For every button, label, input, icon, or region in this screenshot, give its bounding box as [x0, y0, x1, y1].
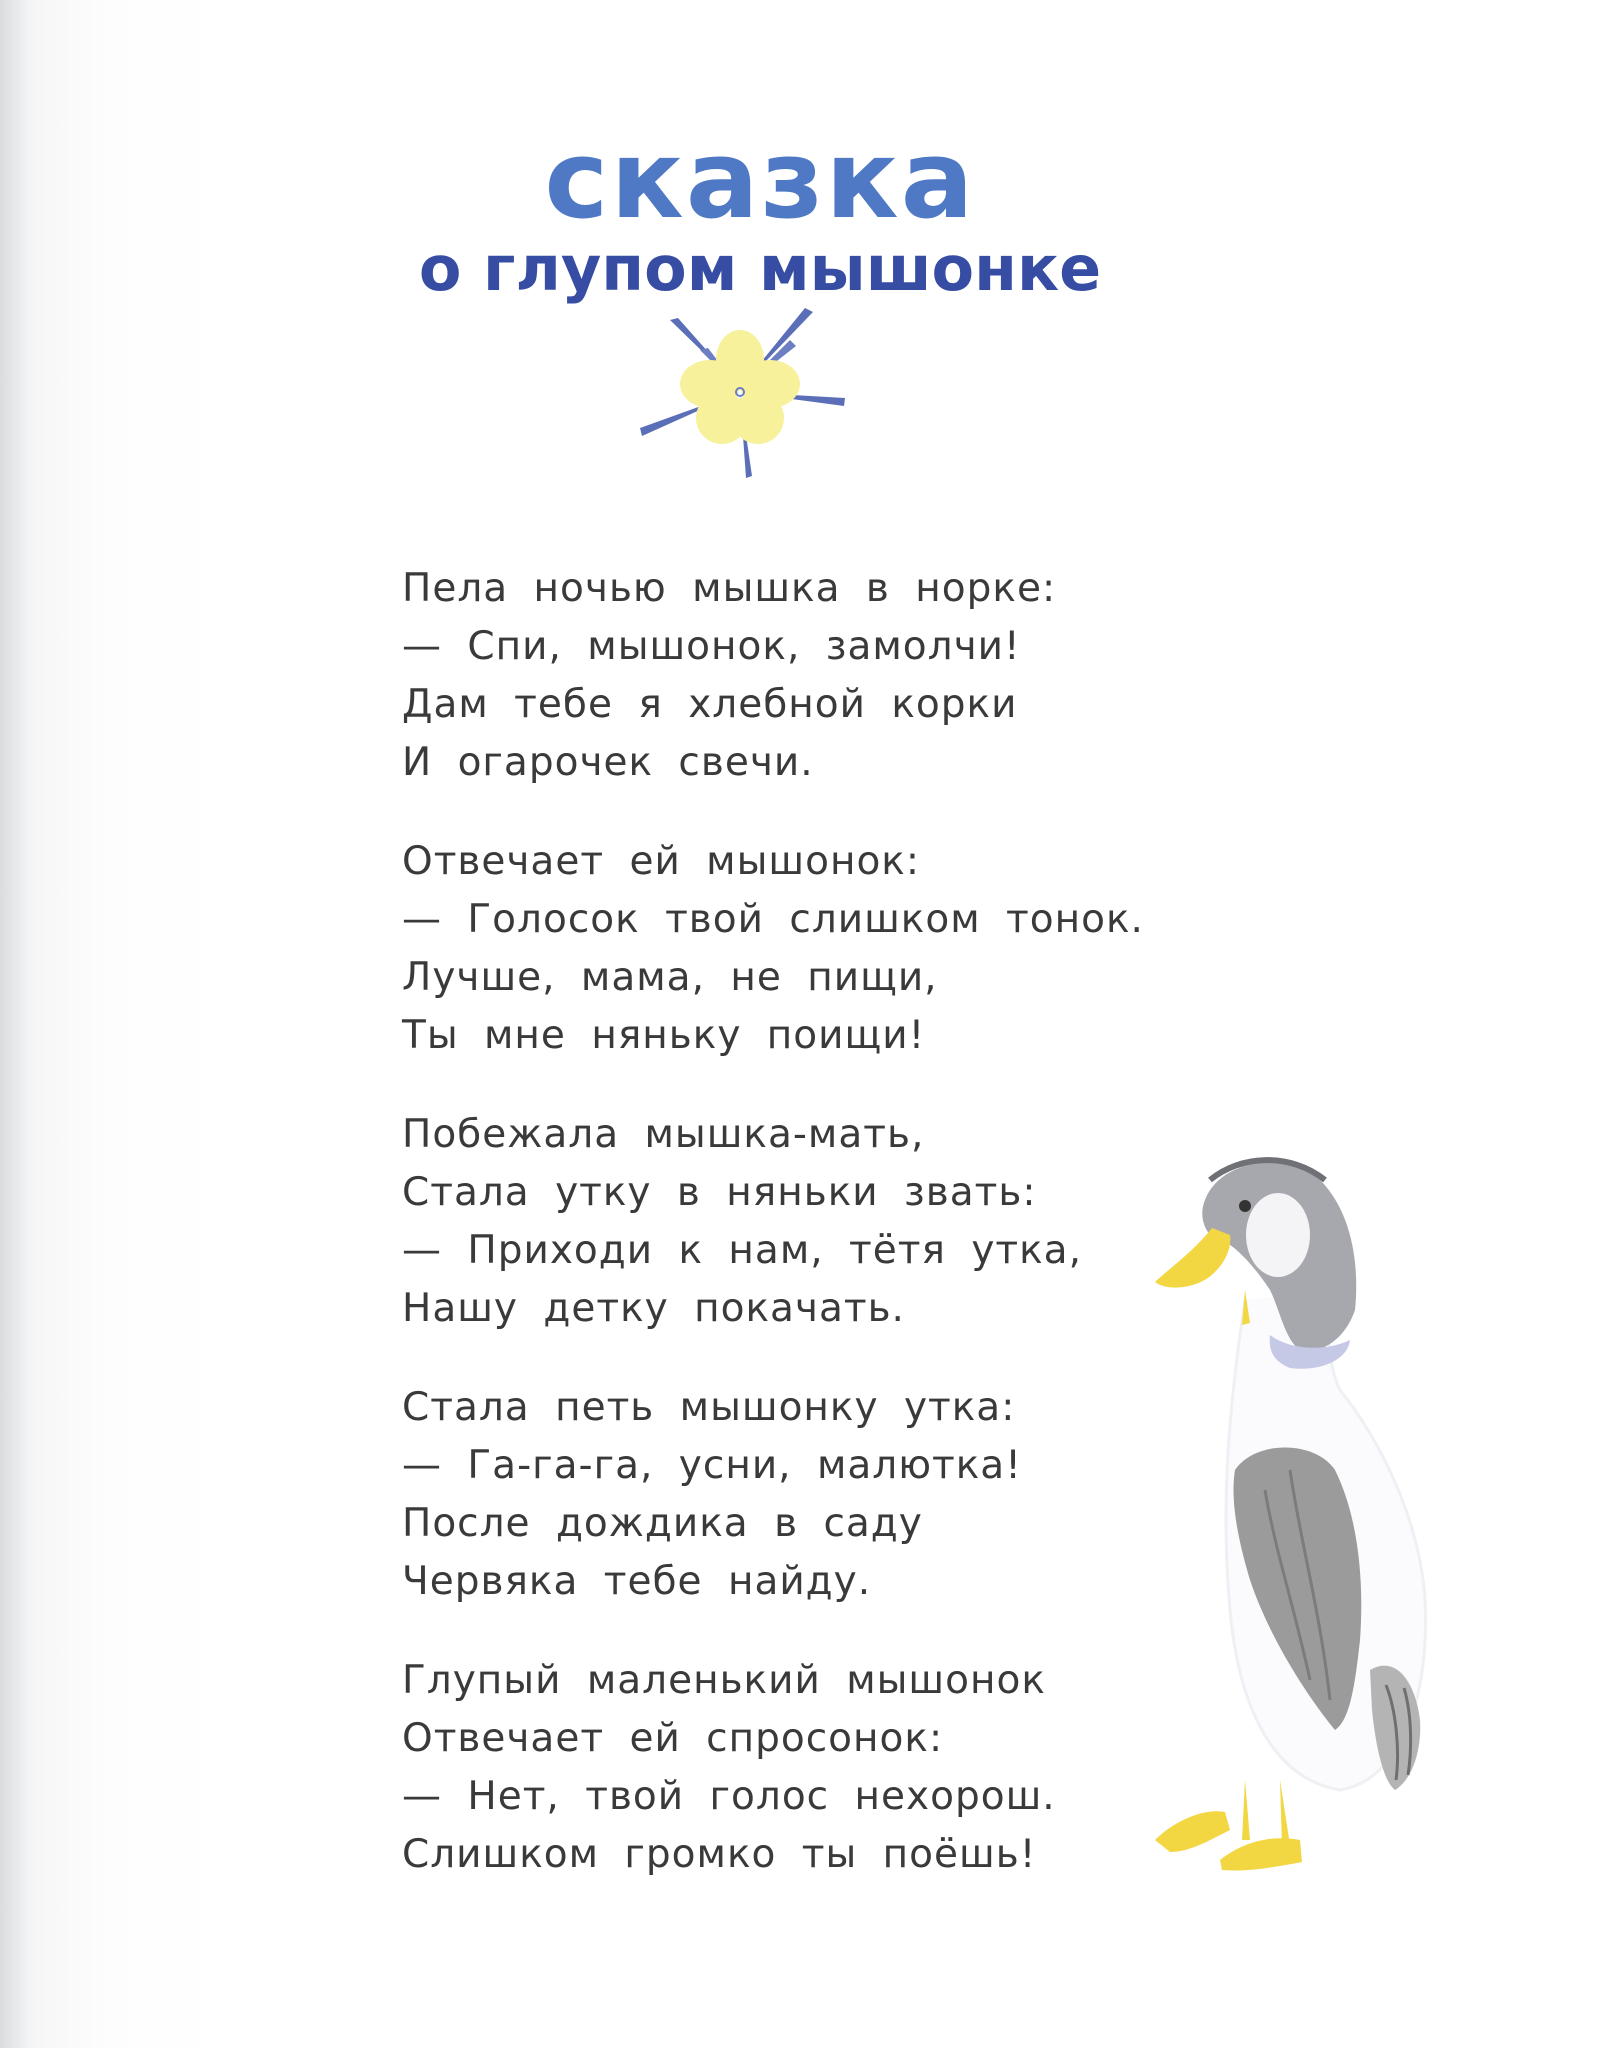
poem-stanza-2	[402, 833, 1222, 1065]
poem-line: Ты мне няньку поищи!	[402, 1013, 926, 1058]
poem-line: Стала утку в няньки звать:	[402, 1170, 1037, 1215]
poem-stanza-4	[402, 1379, 1222, 1611]
duck-eye	[1239, 1200, 1251, 1212]
poem-line: Нашу детку покачать.	[402, 1286, 905, 1331]
duck-cheek	[1246, 1193, 1310, 1277]
poem-line: — Га-га-га, усни, малютка!	[402, 1443, 1022, 1488]
poem-line: Глупый маленький мышонок	[402, 1658, 1046, 1703]
poem-line: И огарочек свечи.	[402, 740, 814, 785]
poem-line: Пела ночью мышка в норке:	[402, 566, 1057, 611]
poem-line: — Нет, твой голос нехорош.	[402, 1774, 1056, 1819]
duck-beak	[1155, 1228, 1230, 1288]
poem-line: — Спи, мышонок, замолчи!	[402, 624, 1021, 669]
poem-stanza-3	[402, 1106, 1222, 1338]
poem-line: — Голосок твой слишком тонок.	[402, 897, 1144, 942]
duck-leg	[1242, 1780, 1250, 1840]
page-subtitle: о глупом мышонке	[418, 232, 1102, 305]
poem-line: Слишком громко ты поёшь!	[402, 1832, 1037, 1877]
page-spine-shadow	[0, 0, 30, 2048]
duck-foot	[1155, 1811, 1230, 1852]
flower-petal	[680, 360, 740, 408]
poem-stanza-1	[402, 560, 1222, 792]
poem-stanza-5	[402, 1652, 1222, 1884]
poem-line: После дождика в саду	[402, 1501, 923, 1546]
title-block	[390, 118, 1130, 305]
duck-leg	[1280, 1780, 1290, 1846]
flower-ornament-icon	[630, 300, 850, 480]
poem-line: Лучше, мама, не пищи,	[402, 955, 938, 1000]
poem-line: Червяка тебе найду.	[402, 1559, 872, 1604]
poem-line: Отвечает ей спросонок:	[402, 1716, 944, 1761]
poem-line: Стала петь мышонку утка:	[402, 1385, 1016, 1430]
poem-line: Отвечает ей мышонок:	[402, 839, 920, 884]
page-title: сказка	[544, 118, 976, 243]
duck-foot	[1220, 1838, 1302, 1870]
poem	[402, 560, 1222, 1925]
duck-illustration	[1150, 1140, 1450, 1880]
poem-line: Дам тебе я хлебной корки	[402, 682, 1018, 727]
poem-line: Побежала мышка-мать,	[402, 1112, 925, 1157]
poem-line: — Приходи к нам, тётя утка,	[402, 1228, 1082, 1273]
